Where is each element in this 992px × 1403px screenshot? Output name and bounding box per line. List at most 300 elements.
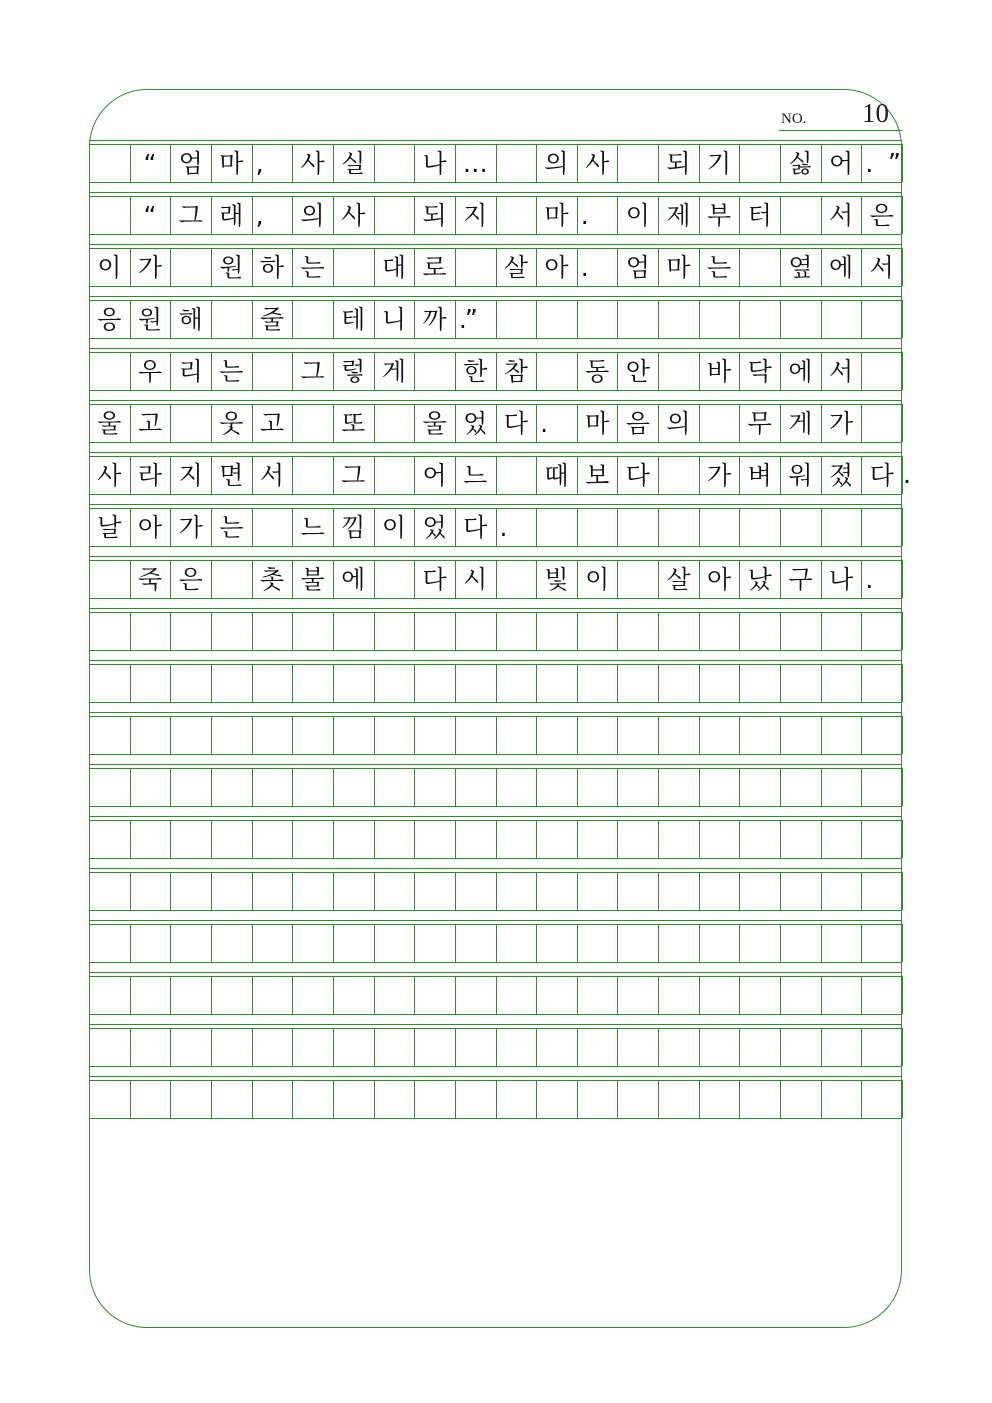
grid-row <box>89 456 902 494</box>
grid-cell: 지 <box>463 200 488 230</box>
grid-row <box>89 924 902 962</box>
grid-cell <box>292 716 333 754</box>
grid-cell: 사 <box>97 460 122 490</box>
grid-cell <box>617 612 658 650</box>
grid-cell: 하 <box>259 252 285 282</box>
grid-divider <box>902 248 903 286</box>
grid-cell: 래 <box>219 200 244 230</box>
grid-cell: 참 <box>503 356 528 386</box>
grid-cell: 어 <box>828 148 854 178</box>
grid-rule <box>89 608 902 609</box>
grid-cell: 우 <box>137 356 163 386</box>
grid-cell: 다 <box>625 460 650 490</box>
grid-cell <box>455 612 496 650</box>
grid-cell <box>292 820 333 858</box>
grid-divider <box>902 1080 903 1118</box>
grid-cell: 싫 <box>788 148 813 178</box>
grid-cell <box>374 1080 415 1118</box>
grid-cell <box>536 924 577 962</box>
grid-row <box>89 508 902 546</box>
grid-cell: 렇 <box>341 356 366 386</box>
grid-cell <box>496 716 537 754</box>
grid-cell <box>211 716 252 754</box>
grid-cell <box>658 456 699 494</box>
grid-cell <box>211 820 252 858</box>
grid-rule <box>89 400 902 401</box>
grid-rule <box>89 192 902 193</box>
grid-cell <box>536 664 577 702</box>
grid-cell <box>739 1080 780 1118</box>
grid-cell <box>577 820 618 858</box>
grid-cell <box>699 404 740 442</box>
grid-cell <box>699 1028 740 1066</box>
grid-cell <box>89 612 130 650</box>
grid-cell <box>536 508 577 546</box>
grid-cell <box>739 716 780 754</box>
grid-cell <box>699 508 740 546</box>
grid-rule <box>89 962 902 963</box>
grid-cell: 가 <box>828 408 854 438</box>
grid-divider <box>902 924 903 962</box>
grid-cell <box>780 664 821 702</box>
grid-cell <box>617 1028 658 1066</box>
grid-cell: 죽 <box>137 564 163 594</box>
grid-rule <box>89 858 902 859</box>
grid-cell: 아 <box>544 252 569 282</box>
grid-cell <box>821 768 862 806</box>
grid-rule <box>89 806 902 807</box>
grid-cell: , <box>255 200 264 230</box>
grid-cell <box>617 664 658 702</box>
grid-cell <box>821 976 862 1014</box>
grid-rule <box>89 286 902 287</box>
grid-cell <box>780 1028 821 1066</box>
grid-cell <box>821 664 862 702</box>
grid-cell <box>496 300 537 338</box>
grid-cell: 살 <box>666 564 691 594</box>
grid-cell: 라 <box>137 460 163 490</box>
grid-cell <box>252 716 293 754</box>
grid-cell <box>333 820 374 858</box>
grid-cell: 서 <box>259 460 285 490</box>
grid-cell <box>170 612 211 650</box>
grid-cell <box>577 612 618 650</box>
grid-rule <box>89 910 902 911</box>
grid-cell <box>658 872 699 910</box>
grid-cell: 이 <box>381 512 406 542</box>
grid-cell <box>577 872 618 910</box>
grid-row <box>89 976 902 1014</box>
grid-cell <box>455 872 496 910</box>
grid-cell <box>252 508 293 546</box>
grid-cell: 울 <box>422 408 447 438</box>
grid-cell <box>739 924 780 962</box>
grid-cell: 니 <box>381 304 406 334</box>
grid-cell: 사 <box>300 148 325 178</box>
grid-cell: 이 <box>97 252 122 282</box>
grid-divider <box>902 664 903 702</box>
grid-cell: 불 <box>300 564 325 594</box>
grid-cell: 지 <box>178 460 203 490</box>
grid-cell <box>536 872 577 910</box>
grid-cell: 사 <box>341 200 366 230</box>
grid-rule <box>89 754 902 755</box>
grid-cell <box>211 872 252 910</box>
grid-cell <box>658 300 699 338</box>
grid-row <box>89 1080 902 1118</box>
grid-cell: 다 <box>422 564 447 594</box>
grid-row <box>89 872 902 910</box>
grid-cell <box>414 872 455 910</box>
grid-rule <box>89 1014 902 1015</box>
grid-cell <box>617 1080 658 1118</box>
grid-cell: 응 <box>97 304 122 334</box>
grid-rule <box>89 244 902 245</box>
grid-cell: 또 <box>341 408 366 438</box>
grid-cell <box>699 716 740 754</box>
grid-cell <box>658 1028 699 1066</box>
grid-cell: . <box>580 252 589 282</box>
grid-cell <box>739 612 780 650</box>
grid-cell: , <box>255 148 264 178</box>
grid-cell: . <box>499 512 508 542</box>
grid-cell <box>292 768 333 806</box>
grid-cell <box>861 300 902 338</box>
grid-cell <box>170 924 211 962</box>
grid-cell <box>821 508 862 546</box>
grid-cell <box>536 820 577 858</box>
grid-cell <box>374 768 415 806</box>
grid-cell: 원 <box>219 252 244 282</box>
grid-cell: 는 <box>219 356 244 386</box>
grid-cell <box>536 716 577 754</box>
grid-cell <box>658 716 699 754</box>
grid-cell <box>577 768 618 806</box>
grid-cell <box>333 976 374 1014</box>
grid-cell <box>536 352 577 390</box>
grid-cell <box>496 768 537 806</box>
grid-cell <box>739 820 780 858</box>
grid-cell <box>89 820 130 858</box>
grid-cell <box>699 612 740 650</box>
grid-cell <box>252 1028 293 1066</box>
grid-cell <box>496 924 537 962</box>
grid-cell: … <box>462 148 488 178</box>
grid-cell: 터 <box>747 200 772 230</box>
grid-row <box>89 404 902 442</box>
grid-cell <box>130 1028 171 1066</box>
grid-cell <box>211 1028 252 1066</box>
grid-cell: 서 <box>828 356 854 386</box>
grid-cell <box>617 560 658 598</box>
grid-cell <box>89 1028 130 1066</box>
grid-cell: 의 <box>300 200 325 230</box>
grid-cell <box>170 664 211 702</box>
grid-cell <box>374 560 415 598</box>
grid-rule <box>89 816 902 817</box>
grid-cell <box>211 1080 252 1118</box>
grid-cell <box>617 924 658 962</box>
grid-cell <box>739 300 780 338</box>
grid-rule <box>89 1024 902 1025</box>
grid-cell: 기 <box>707 148 732 178</box>
grid-cell <box>577 300 618 338</box>
grid-cell <box>536 1080 577 1118</box>
grid-cell <box>861 768 902 806</box>
grid-cell: 에 <box>341 564 366 594</box>
grid-cell <box>252 976 293 1014</box>
grid-rule <box>89 1066 902 1067</box>
grid-cell <box>130 1080 171 1118</box>
grid-cell: 는 <box>707 252 732 282</box>
grid-cell: 었 <box>422 512 447 542</box>
grid-cell <box>861 820 902 858</box>
grid-divider <box>902 144 903 182</box>
grid-rule <box>89 1118 902 1119</box>
grid-rule <box>89 504 902 505</box>
grid-cell <box>130 664 171 702</box>
grid-cell <box>577 1028 618 1066</box>
grid-cell: 엄 <box>178 148 203 178</box>
grid-cell <box>821 716 862 754</box>
grid-divider <box>902 300 903 338</box>
grid-row <box>89 144 902 182</box>
grid-cell <box>536 976 577 1014</box>
grid-cell: 한 <box>463 356 488 386</box>
grid-cell: 바 <box>707 356 732 386</box>
grid-divider <box>902 612 903 650</box>
grid-cell <box>821 872 862 910</box>
grid-cell: 그 <box>178 200 203 230</box>
grid-cell <box>780 820 821 858</box>
grid-cell <box>170 1028 211 1066</box>
grid-rule <box>89 390 902 391</box>
grid-cell <box>861 872 902 910</box>
grid-cell <box>496 456 537 494</box>
grid-cell <box>374 144 415 182</box>
grid-cell <box>89 872 130 910</box>
grid-cell: 느 <box>463 460 488 490</box>
grid-cell <box>739 872 780 910</box>
grid-cell: 이 <box>625 200 650 230</box>
grid-cell <box>699 924 740 962</box>
grid-cell: 부 <box>707 200 732 230</box>
grid-cell <box>374 872 415 910</box>
grid-cell <box>333 664 374 702</box>
grid-cell <box>89 976 130 1014</box>
grid-rule <box>89 182 902 183</box>
grid-cell <box>496 820 537 858</box>
grid-cell <box>292 1080 333 1118</box>
grid-cell <box>496 612 537 650</box>
grid-cell <box>89 716 130 754</box>
grid-cell: 졌 <box>828 460 854 490</box>
grid-cell <box>89 196 130 234</box>
grid-rule <box>89 702 902 703</box>
grid-cell: 고 <box>259 408 285 438</box>
grid-cell <box>292 300 333 338</box>
grid-cell <box>658 976 699 1014</box>
grid-cell <box>455 248 496 286</box>
grid-cell <box>739 144 780 182</box>
grid-cell <box>496 1080 537 1118</box>
grid-cell: 마 <box>666 252 691 282</box>
grid-cell <box>861 404 902 442</box>
grid-cell: 웃 <box>219 408 244 438</box>
grid-cell: 는 <box>219 512 244 542</box>
grid-cell <box>374 612 415 650</box>
grid-cell: 다 <box>503 408 528 438</box>
grid-cell <box>292 976 333 1014</box>
grid-cell <box>821 924 862 962</box>
grid-cell <box>130 976 171 1014</box>
grid-rule <box>89 712 902 713</box>
grid-cell <box>496 664 537 702</box>
grid-cell: 날 <box>97 512 122 542</box>
grid-cell <box>496 976 537 1014</box>
grid-cell: 에 <box>828 252 854 282</box>
grid-cell <box>821 612 862 650</box>
grid-cell <box>292 664 333 702</box>
grid-cell <box>861 924 902 962</box>
grid-cell <box>252 664 293 702</box>
grid-cell <box>658 508 699 546</box>
grid-row <box>89 820 902 858</box>
grid-cell <box>577 508 618 546</box>
grid-rule <box>89 556 902 557</box>
grid-cell <box>455 1080 496 1118</box>
grid-row <box>89 560 902 598</box>
grid-row <box>89 352 902 390</box>
grid-cell <box>617 508 658 546</box>
grid-cell <box>374 976 415 1014</box>
grid-cell <box>170 716 211 754</box>
grid-cell <box>699 872 740 910</box>
grid-cell <box>374 404 415 442</box>
grid-cell <box>821 300 862 338</box>
grid-cell <box>292 404 333 442</box>
grid-cell: 동 <box>585 356 610 386</box>
grid-cell: 느 <box>300 512 325 542</box>
grid-rule <box>89 868 902 869</box>
grid-cell <box>861 976 902 1014</box>
grid-cell <box>414 716 455 754</box>
grid-cell <box>170 1080 211 1118</box>
grid-cell <box>292 456 333 494</box>
grid-cell <box>333 924 374 962</box>
grid-cell: 가 <box>137 252 163 282</box>
grid-cell <box>780 976 821 1014</box>
grid-rule <box>89 296 902 297</box>
grid-cell <box>658 924 699 962</box>
grid-cell <box>252 872 293 910</box>
line-end-mark: . <box>903 460 911 489</box>
grid-cell <box>89 560 130 598</box>
grid-cell: 면 <box>219 460 244 490</box>
grid-cell <box>130 612 171 650</box>
grid-rule <box>89 598 902 599</box>
grid-cell <box>211 560 252 598</box>
grid-cell: 서 <box>869 252 894 282</box>
grid-divider <box>902 716 903 754</box>
grid-cell: “ <box>143 200 157 230</box>
grid-cell <box>374 716 415 754</box>
grid-cell <box>333 716 374 754</box>
grid-cell: 살 <box>503 252 528 282</box>
page-number-label: NO. <box>781 111 807 127</box>
grid-cell <box>170 404 211 442</box>
line-end-mark: ” <box>888 148 901 177</box>
grid-cell <box>170 768 211 806</box>
grid-cell <box>414 612 455 650</box>
grid-cell: 의 <box>666 408 691 438</box>
grid-cell <box>333 612 374 650</box>
grid-cell <box>211 612 252 650</box>
grid-cell: 게 <box>788 408 813 438</box>
grid-cell <box>130 820 171 858</box>
grid-cell: 가 <box>707 460 732 490</box>
page-number-value: 10 <box>862 98 889 128</box>
grid-cell <box>699 820 740 858</box>
grid-cell <box>374 1028 415 1066</box>
grid-cell <box>861 508 902 546</box>
grid-cell <box>658 352 699 390</box>
grid-cell: 원 <box>137 304 163 334</box>
grid-cell: 어 <box>422 460 447 490</box>
grid-cell <box>536 768 577 806</box>
grid-cell <box>374 456 415 494</box>
grid-row <box>89 612 902 650</box>
grid-cell: 보 <box>585 460 610 490</box>
grid-row <box>89 768 902 806</box>
grid-cell <box>130 872 171 910</box>
grid-cell: 은 <box>869 200 894 230</box>
grid-cell <box>89 144 130 182</box>
grid-cell: 마 <box>219 148 244 178</box>
grid-cell <box>211 300 252 338</box>
grid-cell <box>496 196 537 234</box>
grid-cell <box>170 976 211 1014</box>
grid-cell <box>333 768 374 806</box>
grid-cell: . <box>865 564 874 594</box>
grid-cell <box>617 820 658 858</box>
grid-cell <box>414 1080 455 1118</box>
grid-cell: 아 <box>707 564 732 594</box>
grid-cell <box>617 768 658 806</box>
grid-cell: 닥 <box>747 356 772 386</box>
grid-cell <box>577 924 618 962</box>
grid-cell: 이 <box>585 564 610 594</box>
grid-cell <box>699 1080 740 1118</box>
grid-cell <box>170 872 211 910</box>
grid-row <box>89 664 902 702</box>
grid-cell: 로 <box>422 252 447 282</box>
grid-cell <box>333 1028 374 1066</box>
grid-cell: 가 <box>178 512 203 542</box>
grid-cell: 그 <box>300 356 325 386</box>
grid-cell <box>414 664 455 702</box>
grid-cell <box>780 716 821 754</box>
grid-cell: 고 <box>137 408 163 438</box>
grid-cell: 안 <box>625 356 650 386</box>
grid-cell: 그 <box>341 460 366 490</box>
grid-cell <box>89 924 130 962</box>
grid-cell: “ <box>143 148 157 178</box>
grid-cell: 나 <box>422 148 447 178</box>
grid-rule <box>89 920 902 921</box>
grid-rule <box>89 140 902 141</box>
grid-cell: 낌 <box>341 512 366 542</box>
